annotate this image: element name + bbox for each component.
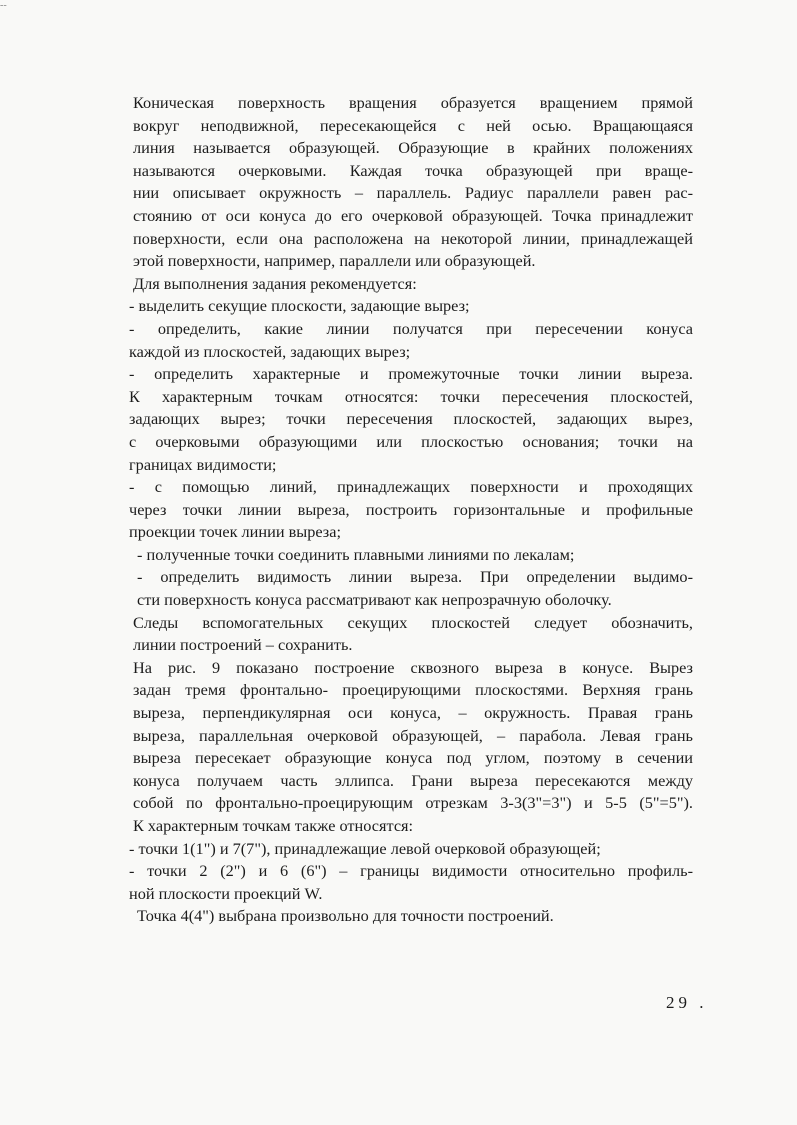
text-line: Для выполнения задания рекомендуется: [133,273,417,293]
text-line: - определить характерные и промежуточные точки линии выреза. [129,364,693,384]
text-line: собой по фронтально-проецирующим отрезкам 3-3(3"=3") и 5-5 (5"=5"). [133,793,693,813]
list-item-points-1-7 [109,838,693,861]
text-line: - точки 2 (2") и 6 (6") – границы видимости относительно профиль- [129,861,693,881]
list-item-characteristic-points [109,363,693,476]
text-line: ной плоскости проекций W. [129,883,323,903]
text-line: сти поверхность конуса рассматривают как непрозрачную оболочку. [137,590,612,610]
list-item-visibility [109,566,693,611]
text-line: с очерковыми образующими или плоскостью основания; точки на [129,431,693,451]
text-line: называются очерковыми. Каждая точка образующей при враще- [133,160,693,180]
text-line: К характерным точкам также относятся: [133,816,414,835]
text-line: - выделить секущие плоскости, задающие вырез; [129,296,470,316]
body-text [109,92,693,928]
list-item-construct-projections [109,476,693,544]
text-line: конуса получаем часть эллипса. Грани выреза пересекаются между [133,770,693,790]
text-line: Коническая поверхность вращения образуется вращением прямой [133,93,693,112]
paragraph-traces [109,612,693,657]
text-line: проекции точек линии выреза; [129,522,341,542]
list-item-determine-lines [109,318,693,363]
text-line: К характерным точкам относятся: точки пересечения плоскостей, [129,386,693,406]
paragraph-point-4 [109,905,693,928]
text-line: нии описывает окружность – параллель. Радиус параллели равен рас- [133,183,693,203]
list-item-connect-points [109,544,693,567]
text-line: каждой из плоскостей, задающих вырез; [129,341,411,361]
text-line: этой поверхности, например, параллели или образующей. [133,251,536,271]
text-line: На рис. 9 показано построение сквозного выреза в конусе. Вырез [133,657,693,677]
list-item-points-2-6 [109,860,693,905]
text-line: линии построений – сохранить. [133,635,353,655]
text-line: - полученные точки соединить плавными линиями по лекалам; [137,544,575,564]
text-line: выреза, перпендикулярная оси конуса, – окружность. Правая грань [133,703,693,723]
text-line: Точка 4(4") выбрана произвольно для точности построений. [137,906,554,926]
page-number: 29 . [666,993,708,1012]
text-line: - с помощью линий, принадлежащих поверхности и проходящих [129,477,693,497]
text-line: стоянию от оси конуса до его очерковой образующей. Точка принадлежит [133,205,693,225]
paragraph-figure-description [109,657,693,838]
text-line: задающих вырез; точки пересечения плоскостей, задающих вырез, [129,409,693,429]
text-line: выреза пересекает образующие конуса под углом, поэтому в сечении [133,748,693,768]
list-item-select-planes [109,295,693,318]
text-line: через точки линии выреза, построить горизонтальные и профильные [129,499,693,519]
text-line: - определить, какие линии получатся при пересечении конуса [129,318,693,338]
corner-mark: -- [0,0,7,11]
text-line: поверхности, если она расположена на некоторой линии, принадлежащей [133,228,693,248]
text-line: вокруг неподвижной, пересекающейся с ней осью. Вращающаяся [133,115,693,135]
text-line: Следы вспомогательных секущих плоскостей следует обозначить, [133,612,693,632]
paragraph-task-recommendation [109,273,693,296]
text-line: - точки 1(1") и 7(7"), принадлежащие левой очерковой образующей; [129,838,601,858]
text-line: выреза, параллельная очерковой образующей, – парабола. Левая грань [133,725,693,745]
text-line: линия называется образующей. Образующие в крайних положениях [133,138,693,158]
text-line: границах видимости; [129,454,277,474]
text-line: - определить видимость линии выреза. При определении выдимо- [137,567,693,587]
text-line: задан тремя фронтально- проецирующими плоскостями. Верхняя грань [133,680,693,700]
paragraph-cone-definition [109,92,693,273]
